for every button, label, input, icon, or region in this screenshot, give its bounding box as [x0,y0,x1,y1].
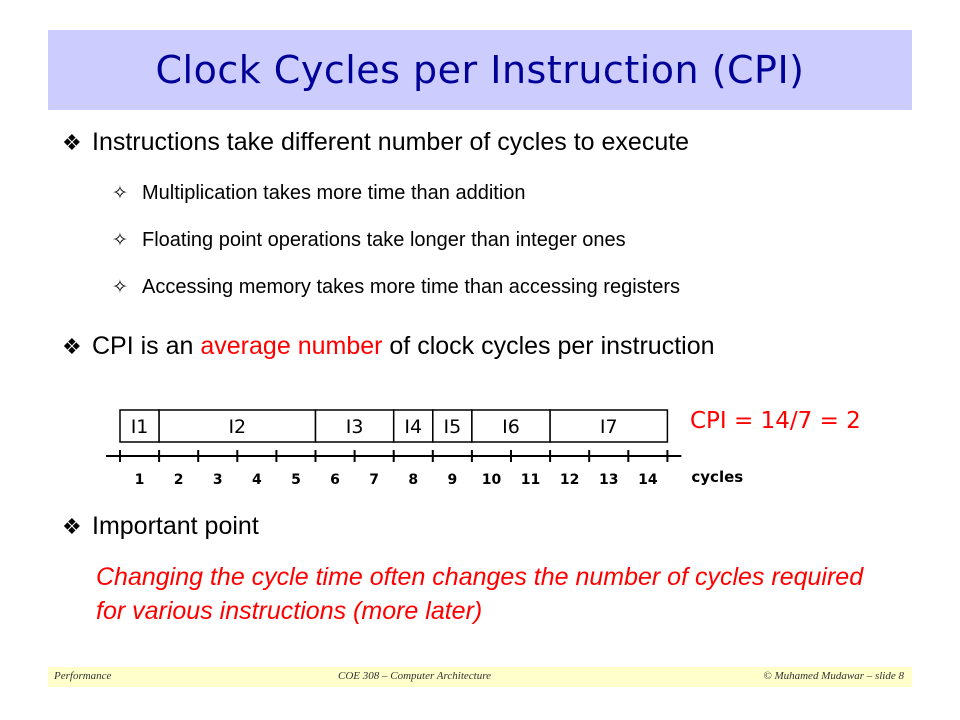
title-bar [48,30,912,110]
footer-center: COE 308 – Computer Architecture [338,670,491,682]
slide-title: Clock Cycles per Instruction (CPI) [155,48,805,92]
bullet-important [62,512,259,541]
instruction-label-i7: I7 [599,416,618,438]
subbullet-floating-point [112,229,626,252]
axis-label-cycles: cycles [691,468,744,486]
star-bullet-icon: ✧ [112,277,128,298]
cycle-label: 8 [408,472,419,488]
subbullet-text: Accessing memory takes more time than accessing registers [142,276,680,298]
subbullet-text: Multiplication takes more time than addition [142,182,526,204]
subbullet-text: Floating point operations take longer than integer ones [142,229,626,251]
cycle-label: 10 [481,472,502,488]
instruction-label-i6: I6 [502,416,520,438]
footer-left: Performance [54,670,112,682]
subbullet-multiplication [112,182,526,205]
diamond-bullet-icon: ❖ [62,129,82,155]
star-bullet-icon: ✧ [112,230,128,251]
cpi-number: number [297,332,383,360]
star-bullet-icon: ✧ [112,183,128,204]
cpi-after: of clock cycles per instruction [382,332,715,360]
cpi-average: average [200,332,291,360]
subbullet-memory [112,276,680,299]
cpi-before: CPI is an [92,332,201,360]
diamond-bullet-icon: ❖ [62,513,82,539]
instruction-timeline-diagram [100,400,790,500]
cycle-label: 14 [638,472,658,488]
instruction-label-i2: I2 [228,416,247,438]
bullet-text: Important point [92,512,259,540]
cycle-label: 9 [447,472,458,488]
important-note: Changing the cycle time often changes the number of cycles required for various instructions (more later) [96,563,864,625]
instruction-label-i3: I3 [345,416,364,438]
cycle-label: 11 [520,472,541,488]
bullet-text: Instructions take different number of cycles to execute [92,128,690,156]
cycle-label: 6 [330,472,340,488]
footer [48,667,912,687]
cycle-label: 2 [173,472,184,488]
diamond-bullet-icon: ❖ [62,333,82,359]
bullet-cpi [62,332,715,361]
cycle-label: 4 [251,472,262,488]
cycle-label: 7 [369,472,380,488]
instruction-label-i4: I4 [404,416,423,438]
cycle-label: 5 [291,472,301,488]
cycle-label: 12 [559,472,580,488]
instruction-label-i5: I5 [443,416,462,438]
instruction-label-i1: I1 [130,416,149,438]
cycle-label: 1 [134,472,145,488]
bullet-text [92,332,715,361]
cycle-label: 3 [212,472,223,488]
cycle-label: 13 [599,472,619,488]
footer-right: © Muhamed Mudawar – slide 8 [763,670,904,682]
bullet-instructions [62,128,689,157]
cpi-equation: CPI = 14/7 = 2 [690,408,861,434]
